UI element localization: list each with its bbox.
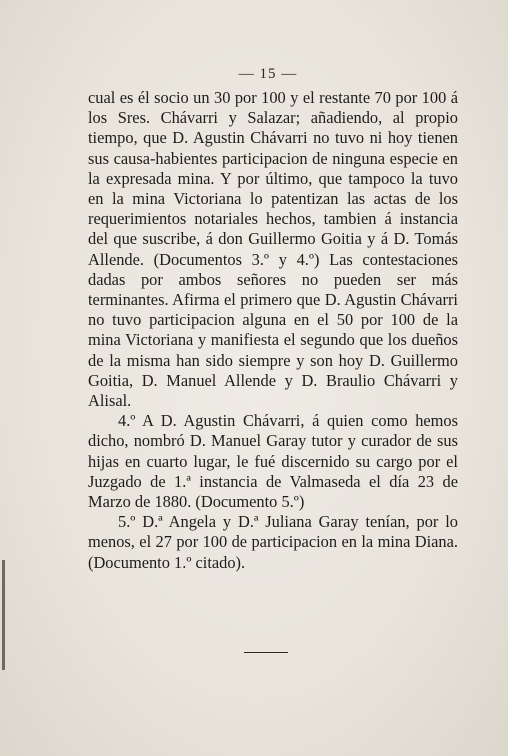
body-text	[88, 88, 458, 573]
paragraph-1: cual es él socio un 30 por 100 y el restante 70 por 100 á los Sres. Chávarri y Salazar; añadiendo, al propio tiempo, que D. Agustin Chávarri no tuvo ni hoy tienen sus causa-habientes participacion de ninguna especie en la expresada mina. Y por último, que tampoco la tuvo en la mina Victoriana lo patentizan las actas de los requerimientos notariales hechos, tambien á instancia del que suscribe, á don Guillermo Goitia y á D. Tomás Allende. (Documentos 3.º y 4.º) Las contestaciones dadas por ambos señores no pueden ser más terminantes. Afirma el primero que D. Agustin Chávarri no tuvo participacion alguna en el 50 por 100 de la mina Victoriana y manifiesta el segundo que los dueños de la misma han sido siempre y son hoy D. Guillermo Goitia, D. Manuel Allende y D. Braulio Chávarri y Alisal.	[88, 88, 458, 411]
page-number: — 15 —	[238, 66, 298, 82]
paragraph-3: 5.º D.ª Angela y D.ª Juliana Garay tenían, por lo menos, el 27 por 100 de participacion en la mina Diana. (Documento 1.º citado).	[88, 512, 458, 572]
paragraph-2: 4.º A D. Agustin Chávarri, á quien como hemos dicho, nombró D. Manuel Garay tutor y curador de sus hijas en cuarto lugar, le fué discernido su cargo por el Juzgado de 1.ª instancia de Valmaseda el día 23 de Marzo de 1880. (Documento 5.º)	[88, 411, 458, 512]
section-separator	[244, 652, 288, 653]
binding-edge-mark	[2, 560, 5, 670]
